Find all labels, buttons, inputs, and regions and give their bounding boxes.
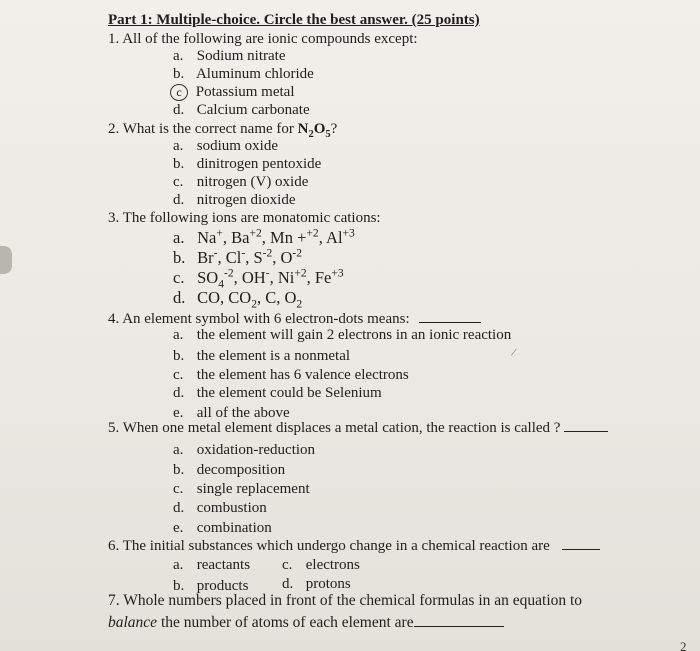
q6-option-c[interactable]: c. electrons [282, 557, 360, 573]
q1-option-c[interactable]: c Potassium metal [170, 83, 295, 101]
question-4: 4. An element symbol with 6 electron-dots means: [108, 309, 481, 328]
q4-option-b[interactable]: b. the element is a nonmetal [173, 348, 351, 364]
answer-blank[interactable] [562, 536, 600, 550]
q1-option-a[interactable]: a. Sodium nitrate [173, 48, 286, 64]
answer-blank[interactable] [414, 613, 504, 627]
q1-option-d[interactable]: d. Calcium carbonate [173, 102, 310, 118]
q2-option-a[interactable]: a. sodium oxide [173, 138, 278, 154]
q3-option-d[interactable]: d. CO, $CO_2$, C, $O_2$ [173, 288, 303, 311]
answer-blank[interactable] [564, 418, 608, 432]
q3-option-b[interactable]: b. Br-, Cl-, $S^{-2}$, $O^{-2}$ [173, 247, 303, 267]
answer-circle: c [170, 84, 188, 101]
question-1 [108, 30, 418, 48]
q3-option-c[interactable]: c. $SO_4^{-2}$, OH-, $Ni^{+2}$, $Fe^{+3}$ [173, 267, 344, 291]
q2-option-b[interactable]: b. dinitrogen pentoxide [173, 156, 322, 172]
question-3: 3. The following ions are monatomic cations: [108, 210, 381, 226]
q5-option-e[interactable]: e. combination [173, 520, 272, 536]
page-number: 2 [680, 639, 687, 651]
q3-option-a[interactable]: a. Na+, $Ba^{+2}$, Mn +$^{+2}$, $Al^{+3}$ [173, 227, 355, 247]
question-6: 6. The initial substances which undergo change in a chemical reaction are [108, 536, 600, 555]
q2-option-c[interactable]: c. nitrogen (V) oxide [173, 174, 309, 190]
q5-option-d[interactable]: d. combustion [173, 500, 267, 516]
q4-option-e[interactable]: e. all of the above [173, 405, 290, 421]
binder-hole [0, 246, 12, 274]
question-2: 2. What is the correct name for $N_2O_5$? [108, 121, 338, 140]
answer-blank[interactable] [419, 309, 481, 323]
emphasis-word: balance [108, 614, 158, 631]
q4-option-a[interactable]: a. the element will gain 2 electrons in an ionic reaction [173, 327, 512, 343]
q5-option-a[interactable]: a. oxidation-reduction [173, 442, 316, 458]
q4-option-d[interactable]: d. the element could be Selenium [173, 385, 382, 401]
q6-option-a[interactable]: a. reactants [173, 557, 251, 573]
pencil-tick-mark: / [509, 344, 518, 360]
part-header: Part 1: Multiple-choice. Circle the best answer. (25 points) [108, 12, 480, 28]
q2-option-d[interactable]: d. nitrogen dioxide [173, 192, 296, 208]
question-5: 5. When one metal element displaces a metal cation, the reaction is called ? [108, 418, 608, 437]
q5-option-b[interactable]: b. decomposition [173, 462, 286, 478]
question-7: 7. Whole numbers placed in front of the chemical formulas in an equation to [108, 592, 583, 609]
q6-option-d[interactable]: d. protons [282, 576, 351, 592]
q5-option-c[interactable]: c. single replacement [173, 481, 310, 497]
question-number: 1. [108, 31, 120, 47]
q1-option-b[interactable]: b. Aluminum chloride [173, 66, 314, 82]
question-text: All of the following are ionic compounds except: [122, 31, 418, 47]
q4-option-c[interactable]: c. the element has 6 valence electrons [173, 367, 409, 383]
question-7-continued: balance the number of atoms of each element are [108, 613, 504, 632]
q6-option-b[interactable]: b. products [173, 578, 249, 594]
